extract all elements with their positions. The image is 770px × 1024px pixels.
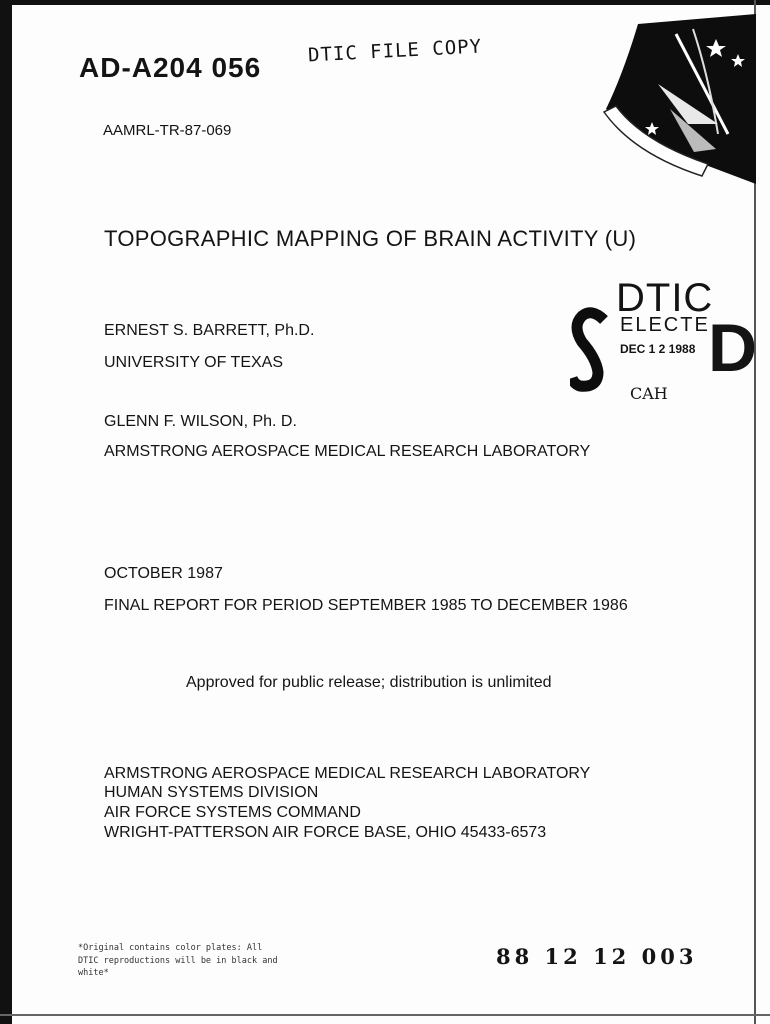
- author-name: ERNEST S. BARRETT, Ph.D.: [104, 322, 315, 339]
- author-affiliation: UNIVERSITY OF TEXAS: [104, 354, 284, 371]
- color-plates-note: *Original contains color plates: All DTIC reproductions will be in black and white*: [78, 943, 278, 978]
- dtic-stamp-status: ELECTE: [620, 314, 710, 336]
- address-line: HUMAN SYSTEMS DIVISION: [104, 784, 319, 801]
- address-line: AIR FORCE SYSTEMS COMMAND: [104, 804, 361, 821]
- release-statement: Approved for public release; distribution is unlimited: [186, 674, 552, 691]
- scan-border-bottom: [0, 1014, 770, 1016]
- stamp-letter-d: D: [708, 310, 758, 386]
- address-line: WRIGHT-PATTERSON AIR FORCE BASE, OHIO 45433-6573: [104, 824, 547, 841]
- dtic-stamp-date: DEC 1 2 1988: [620, 342, 696, 356]
- ad-number: AD-A204 056: [79, 52, 262, 83]
- air-force-shield-emblem-icon: [598, 14, 758, 194]
- scan-border-left: [0, 0, 12, 1024]
- author-name: GLENN F. WILSON, Ph. D.: [104, 413, 297, 430]
- scan-border-top: [0, 0, 770, 5]
- document-code: 88 12 12 003: [496, 944, 698, 969]
- report-date: OCTOBER 1987: [104, 565, 223, 582]
- report-period: FINAL REPORT FOR PERIOD SEPTEMBER 1985 TO DECEMBER 1986: [104, 597, 628, 614]
- author-affiliation: ARMSTRONG AEROSPACE MEDICAL RESEARCH LABORATORY: [104, 443, 591, 460]
- dtic-stamp-word: DTIC: [616, 276, 714, 320]
- address-line: ARMSTRONG AEROSPACE MEDICAL RESEARCH LABORATORY: [104, 765, 591, 782]
- file-copy-stamp: DTIC FILE COPY: [307, 35, 483, 67]
- report-number: AAMRL-TR-87-069: [103, 122, 232, 139]
- stamp-letter-s-icon: [570, 306, 610, 396]
- report-title: TOPOGRAPHIC MAPPING OF BRAIN ACTIVITY (U): [104, 226, 637, 251]
- handwritten-initials: CAH: [630, 384, 668, 403]
